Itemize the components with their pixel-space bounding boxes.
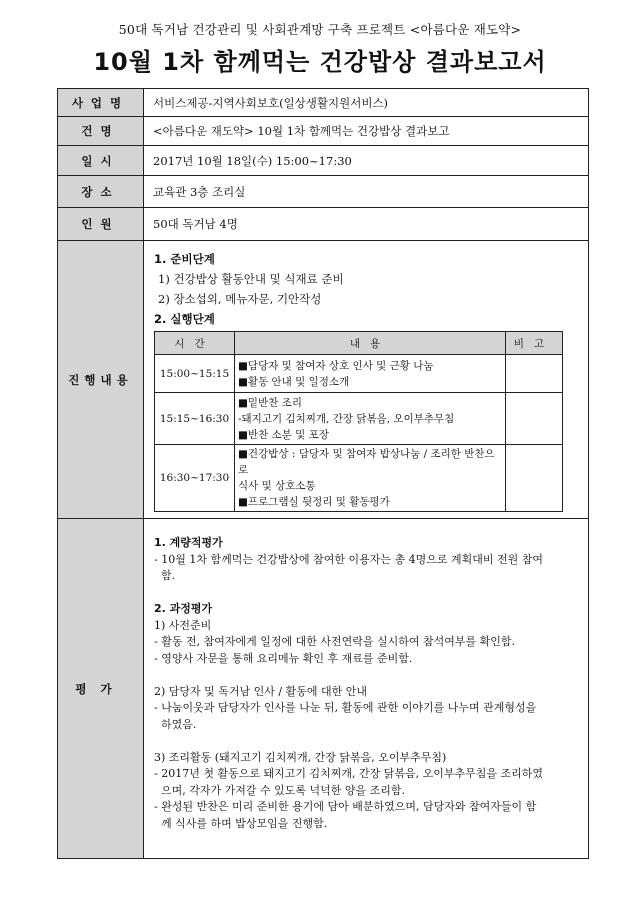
evaluation-line: 으며, 각자가 가져갈 수 있도록 넉넉한 양을 조리함. [154, 783, 405, 797]
report-table [57, 88, 589, 859]
schedule-header-content: 내용 [235, 332, 506, 355]
schedule-row [155, 393, 563, 445]
label-people: 인원 [58, 208, 144, 241]
evaluation-spacer [154, 733, 582, 750]
value-project: 서비스제공-지역사회보호(일상생활지원서비스) [144, 89, 589, 117]
evaluation-line: - 10월 1차 함께먹는 건강밥상에 참여한 이용자는 총 4명으로 계획대비 전원 참여 [154, 552, 543, 566]
row-project [58, 89, 589, 117]
evaluation-line: - 2017년 첫 활동으로 돼지고기 김치찌개, 간장 닭볶음, 오이부추무침을 조리하였 [154, 767, 543, 780]
schedule-row [155, 355, 563, 393]
label-progress: 진행내용 [58, 241, 144, 519]
evaluation-line: 께 식사를 하며 밥상모임을 진행함. [154, 816, 328, 830]
evaluation-line: - 활동 전, 참여자에게 일정에 대한 사전연락을 실시하여 참석여부를 확인함. [154, 635, 515, 648]
schedule-line: ■건강밥상 : 담당자 및 참여자 밥상나눔 / 조리한 반찬으로 [238, 448, 495, 476]
row-place [58, 176, 589, 208]
schedule-line: ■프로그램실 뒷정리 및 활동평가 [238, 496, 390, 508]
row-subject [58, 117, 589, 146]
evaluation-line: 함. [154, 569, 176, 582]
row-progress [58, 241, 589, 519]
evaluation-spacer [154, 585, 582, 602]
schedule-line: ■활동 안내 및 일정소개 [238, 375, 350, 388]
evaluation-line: 하였음. [154, 717, 197, 731]
evaluation-line: 2) 담당자 및 독거남 인사 / 활동에 대한 안내 [154, 684, 367, 698]
evaluation-line: 1. 계량적평가 [154, 536, 223, 549]
evaluation-spacer [154, 667, 582, 684]
label-subject: 건명 [58, 117, 144, 146]
schedule-note [506, 393, 563, 445]
schedule-content [235, 393, 506, 445]
schedule-row [155, 445, 563, 512]
schedule-header-note: 비고 [506, 332, 563, 355]
evaluation-content [144, 519, 589, 859]
prep-heading: 1. 준비단계 [154, 252, 215, 266]
row-evaluation [58, 519, 589, 859]
schedule-content [235, 355, 506, 393]
evaluation-line: - 완성된 반찬은 미리 준비한 용기에 담아 배분하였으며, 담당자와 참여자들이 함 [154, 800, 537, 813]
progress-content [144, 241, 589, 519]
label-place: 장소 [58, 176, 144, 208]
schedule-line: -돼지고기 김치찌개, 간장 닭볶음, 오이부추무침 [238, 412, 455, 425]
value-place: 교육관 3층 조리실 [144, 176, 589, 208]
evaluation-line: - 영양사 자문을 통해 요리메뉴 확인 후 재료를 준비함. [154, 651, 413, 665]
row-datetime [58, 146, 589, 176]
evaluation-line: - 나눔이웃과 담당자가 인사를 나눈 뒤, 활동에 관한 이야기를 나누며 관계형성을 [154, 701, 537, 714]
evaluation-line: 2. 과정평가 [154, 602, 213, 615]
value-subject: <아름다운 재도약> 10월 1차 함께먹는 건강밥상 결과보고 [144, 117, 589, 146]
report-title: 10월 1차 함께먹는 건강밥상 결과보고서 [93, 48, 547, 76]
label-evaluation: 평가 [58, 519, 144, 859]
row-people [58, 208, 589, 241]
schedule-note [506, 445, 563, 512]
prep-item: 2) 장소섭외, 메뉴자문, 기안작성 [158, 292, 322, 306]
report-subtitle: 50대 독거남 건강관리 및 사회관계망 구축 프로젝트 <아름다운 재도약> [118, 22, 522, 37]
schedule-content [235, 445, 506, 512]
exec-heading: 2. 실행단계 [154, 312, 215, 326]
schedule-line: ■반찬 소분 및 포장 [238, 428, 329, 441]
schedule-line: ■담당자 및 참여자 상호 인사 및 근황 나눔 [238, 359, 434, 372]
prep-item: 1) 건강밥상 활동안내 및 식재료 준비 [158, 272, 344, 286]
schedule-note [506, 355, 563, 393]
schedule-time: 15:00~15:15 [155, 355, 235, 393]
label-project: 사업명 [58, 89, 144, 117]
evaluation-line: 1) 사전준비 [154, 618, 212, 632]
schedule-time: 15:15~16:30 [155, 393, 235, 445]
schedule-time: 16:30~17:30 [155, 445, 235, 512]
value-datetime: 2017년 10월 18일(수) 15:00~17:30 [144, 146, 589, 176]
evaluation-line: 3) 조리활동 (돼지고기 김치찌개, 간장 닭볶음, 오이부추무침) [154, 750, 447, 764]
evaluation-text [154, 535, 582, 832]
schedule-header-time: 시간 [155, 332, 235, 355]
schedule-table [154, 331, 563, 512]
label-datetime: 일시 [58, 146, 144, 176]
value-people: 50대 독거남 4명 [144, 208, 589, 241]
schedule-line: ■밑반찬 조리 [238, 396, 302, 409]
schedule-line: 식사 및 상호소통 [238, 480, 316, 492]
